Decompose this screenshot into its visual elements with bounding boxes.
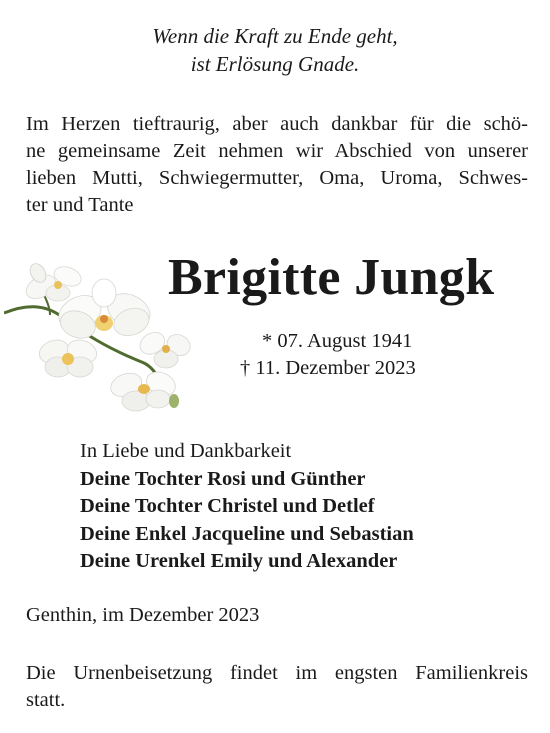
birth-date: * 07. August 1941 bbox=[262, 330, 413, 352]
motto-line: ist Erlösung Gnade. bbox=[190, 52, 360, 76]
life-dates bbox=[240, 328, 460, 382]
intro-line: ter und Tante bbox=[26, 194, 134, 216]
mourner-line: Deine Tochter Christel und Detlef bbox=[80, 495, 375, 517]
place-date: Genthin, im Dezember 2023 bbox=[26, 604, 260, 626]
burial-note bbox=[26, 660, 528, 714]
motto-line: Wenn die Kraft zu Ende geht, bbox=[152, 24, 398, 48]
mourner-line: Deine Enkel Jacqueline und Sebastian bbox=[80, 522, 414, 545]
intro-paragraph bbox=[26, 111, 528, 219]
intro-line: ne gemeinsame Zeit nehmen wir Abschied von unserer bbox=[26, 140, 528, 162]
intro-line: Im Herzen tieftraurig, aber auch dankbar für die schö- bbox=[26, 113, 528, 135]
mourner-line: Deine Urenkel Emily und Alexander bbox=[80, 550, 398, 572]
intro-line: lieben Mutti, Schwiegermutter, Oma, Uroma, Schwes- bbox=[26, 167, 528, 189]
burial-line: statt. bbox=[26, 689, 66, 711]
mourners-intro: In Liebe und Dankbarkeit bbox=[80, 440, 292, 462]
deceased-name: Brigitte Jungk bbox=[168, 249, 495, 306]
mourner-line: Deine Tochter Rosi und Günther bbox=[80, 467, 366, 490]
death-date: † 11. Dezember 2023 bbox=[240, 357, 416, 379]
mourners-block bbox=[80, 438, 520, 576]
motto-quote bbox=[0, 22, 550, 78]
burial-line: Die Urnenbeisetzung findet im engsten Familienkreis bbox=[26, 662, 528, 684]
orchid-flower-image bbox=[4, 255, 194, 425]
